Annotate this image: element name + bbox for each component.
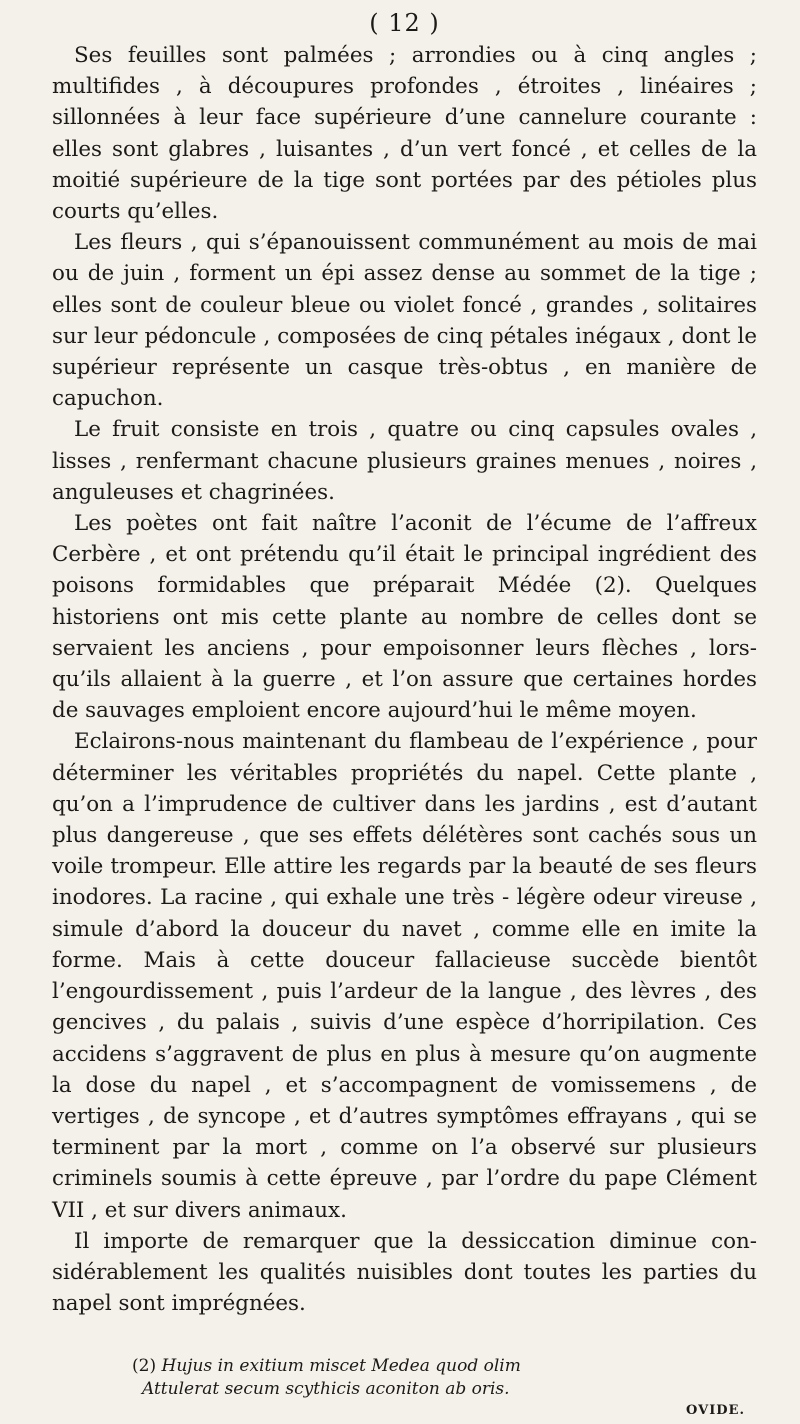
paragraph-leaves: Ses feuilles sont palmées ; arrondies ou à cinq angles ; multifides , à découpures profondes , étroites , linéaires ; sillonnées à leur face supérieure d’une cannelure courante : elles sont glabres , luisantes , d’un vert foncé , et celles de la moitié supérieure de la tige sont portées par des pétioles plus courts qu’elles. bbox=[52, 43, 757, 225]
footnote bbox=[52, 1355, 757, 1401]
paragraph-experience: Eclairons-nous maintenant du flambeau de l’expérience , pour déterminer les véritables propriétés du napel. Cette plante , qu’on a l’imprudence de cultiver dans les jardins , est d’autant plus dangereuse , que ses effets délétères sont cachés sous un voile trompeur. Elle attire les regards par la beauté de ses fleurs inodores. La racine , qui exhale une très - légère odeur vireuse , simule d’abord la douceur du navet , comme elle en imite la forme. Mais à cette douceur fallacieuse succède bientôt l’engourdissement , puis l’ardeur de la langue , des lèvres , des gencives , du palais , suivis d’une espèce d’horripilation. Ces accidens s’aggravent de plus en plus à mesure qu’on augmente la dose du napel , et s’accompagnent de vomissemens , de vertiges , de syncope , et d’autres symptômes effrayans , qui se terminent par la mort , comme on l’a observé sur plusieurs criminels soumis à cette épreuve , par l’ordre du pape Clément VII , et sur divers animaux. bbox=[52, 729, 757, 1223]
paragraph-fruit: Le fruit consiste en trois , quatre ou cinq capsules ovales , lisses , renfermant chacune plusieurs graines menues , noires , anguleuses et chagrinées. bbox=[52, 417, 757, 505]
paragraph-poets: Les poètes ont fait naître l’aconit de l’écume de l’affreux Cerbère , et ont prétendu qu’il était le principal ingrédient des poisons formidables que préparait Médée (2). Quelques historiens ont mis cette plante au nombre de celles dont se servaient les anciens , pour empoisonner leurs flèches , lors-qu’ils allaient à la guerre , et l’on assure que certaines hordes de sauvages emploient encore aujourd’hui le même moyen. bbox=[52, 511, 757, 724]
footnote-verse-1: Hujus in exitium miscet Medea quod olim bbox=[161, 1356, 521, 1377]
footnote-mark: (2) bbox=[132, 1356, 157, 1377]
catchword: OVIDE. bbox=[686, 1403, 745, 1419]
footnote-line-1 bbox=[132, 1355, 757, 1378]
paragraph-flowers: Les fleurs , qui s’épanouissent communément au mois de mai ou de juin , forment un épi assez dense au sommet de la tige ; elles sont de couleur bleue ou violet foncé , grandes , solitaires sur leur pédoncule , composées de cinq pétales inégaux , dont le supérieur représente un casque très-obtus , en manière de capuchon. bbox=[52, 230, 757, 412]
footnote-verse-2: Attulerat secum scythicis aconiton ab oris. bbox=[142, 1379, 510, 1400]
page-number: ( 12 ) bbox=[369, 9, 440, 37]
book-page bbox=[52, 8, 757, 1419]
paragraph-dessiccation: Il importe de remarquer que la dessiccation diminue con-sidérablement les qualités nuisibles dont toutes les parties du napel sont imprégnées. bbox=[52, 1228, 757, 1317]
